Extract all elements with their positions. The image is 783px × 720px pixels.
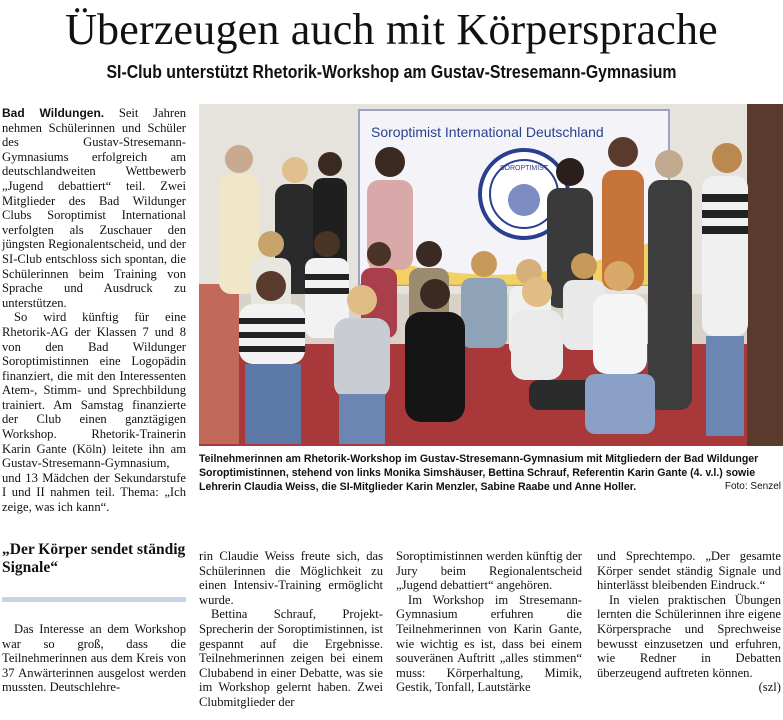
article-column-3 [396, 549, 582, 695]
group-photo [199, 104, 783, 446]
subheadline: SI-Club unterstützt Rhetorik-Workshop am Gustav-Stresemann-Gymnasium [106, 62, 677, 82]
article-paragraph [597, 592, 781, 695]
banner-text: Soroptimist International Deutschland [371, 124, 604, 140]
paragraph-text: In vielen praktischen Übungen lernten die Schülerinnen ihre eigene Körpersprache und Sprechweise bewusst einzusetzen und erfuhren, wie Redner in Debatten überzeugend auftreten können. [597, 592, 781, 680]
article-paragraph: Bettina Schrauf, Projekt-Sprecherin der Soroptimistinnen, ist gespannt auf die Ergebnisse. Teilnehmerinnen zeigen bei einem Clubabend in einer Debatte, was sie im Workshop gelernt haben. Zwei Clubmitglieder der [199, 607, 383, 709]
article-column-2 [199, 549, 383, 710]
author-signature: (szl) [758, 680, 781, 695]
article-column-1-continued [2, 622, 186, 695]
article-paragraph: Das Interesse an dem Workshop war so groß, dass die Teilnehmerinnen aus dem Kreis von 37 Anwärterinnen ausgelost werden mussten. Deutschlehre- [2, 622, 186, 695]
photo-caption: Teilnehmerinnen am Rhetorik-Workshop im Gustav-Stresemann-Gymnasium mit Mitgliedern der Bad Wildunger Soroptimistinnen, stehend von links Monika Simshäuser, Bettina Schrauf, Referentin Karin Gante (4. v.l.) sowie Lehrerin Claudia Weiss, die SI-Mitglieder Karin Menzler, Sabine Raabe und Anne Holler. [199, 453, 759, 493]
seal-text: SOROPTIMIST [499, 165, 549, 172]
article-column-4 [597, 549, 781, 695]
subheading-rule [2, 597, 186, 602]
article-paragraph: rin Claudie Weiss freute sich, das Schülerinnen die Möglichkeit zu einen Intensiv-Training ermöglicht wurde. [199, 549, 383, 607]
article-paragraph: Soroptimistinnen werden künftig der Jury beim Regionalentscheid „Jugend debattiert“ angehören. [396, 549, 582, 593]
dateline: Bad Wildungen. [2, 106, 105, 120]
headline: Überzeugen auch mit Körpersprache [65, 5, 718, 54]
article-paragraph [2, 106, 186, 310]
article-paragraph: Im Workshop im Stresemann-Gymnasium erfuhren die Teilnehmerinnen von Karin Gante, wie wichtig es ist, dass bei einem souveränen Auftritt „alles stimmen“ muss: Körperhaltung, Mimik, Gestik, Tonfall, Lautstärke [396, 592, 582, 695]
article-paragraph: und Sprechtempo. „Der gesamte Körper sendet ständig Signale und hinterlässt bleibenden Eindruck.“ [597, 549, 781, 593]
article-column-1 [2, 106, 186, 515]
section-subheading: „Der Körper sendet ständig Signale“ [2, 541, 186, 576]
paragraph-text: Seit Jahren nehmen Schülerinnen und Schüler des Gustav-Stresemann-Gymnasiums erfolgreich am deutschlandweiten Wettbewerb „Jugend debattiert“ teil. Zwei Mitglieder des Bad Wildunger Clubs Soroptimist International verfolgten als Zuschauer den jüngsten Regionalentscheid, und der SI-Club entschloss sich spontan, die Schülerinnen beim Training von Sprache und Ausdruck zu unterstützen. [2, 106, 186, 310]
article-paragraph: So wird künftig für eine Rhetorik-AG der Klassen 7 und 8 von den Bad Wildunger Soroptimistinnen eine Logopädin finanziert, die mit den Interessenten Atem-, Stimm- und Sprechbildung trainiert. Am Samstag finanzierte der Club einen ganztägigen Workshop. Rhetorik-Trainerin Karin Gante (Köln) leitete ihn am Gustav-Stresemann-Gymnasium, und 13 Mädchen der Sekundarstufe I und II nahmen teil. Thema: „Ich zeige, was ich kann“. [2, 310, 186, 515]
photo-credit: Foto: Senzel [724, 481, 781, 492]
